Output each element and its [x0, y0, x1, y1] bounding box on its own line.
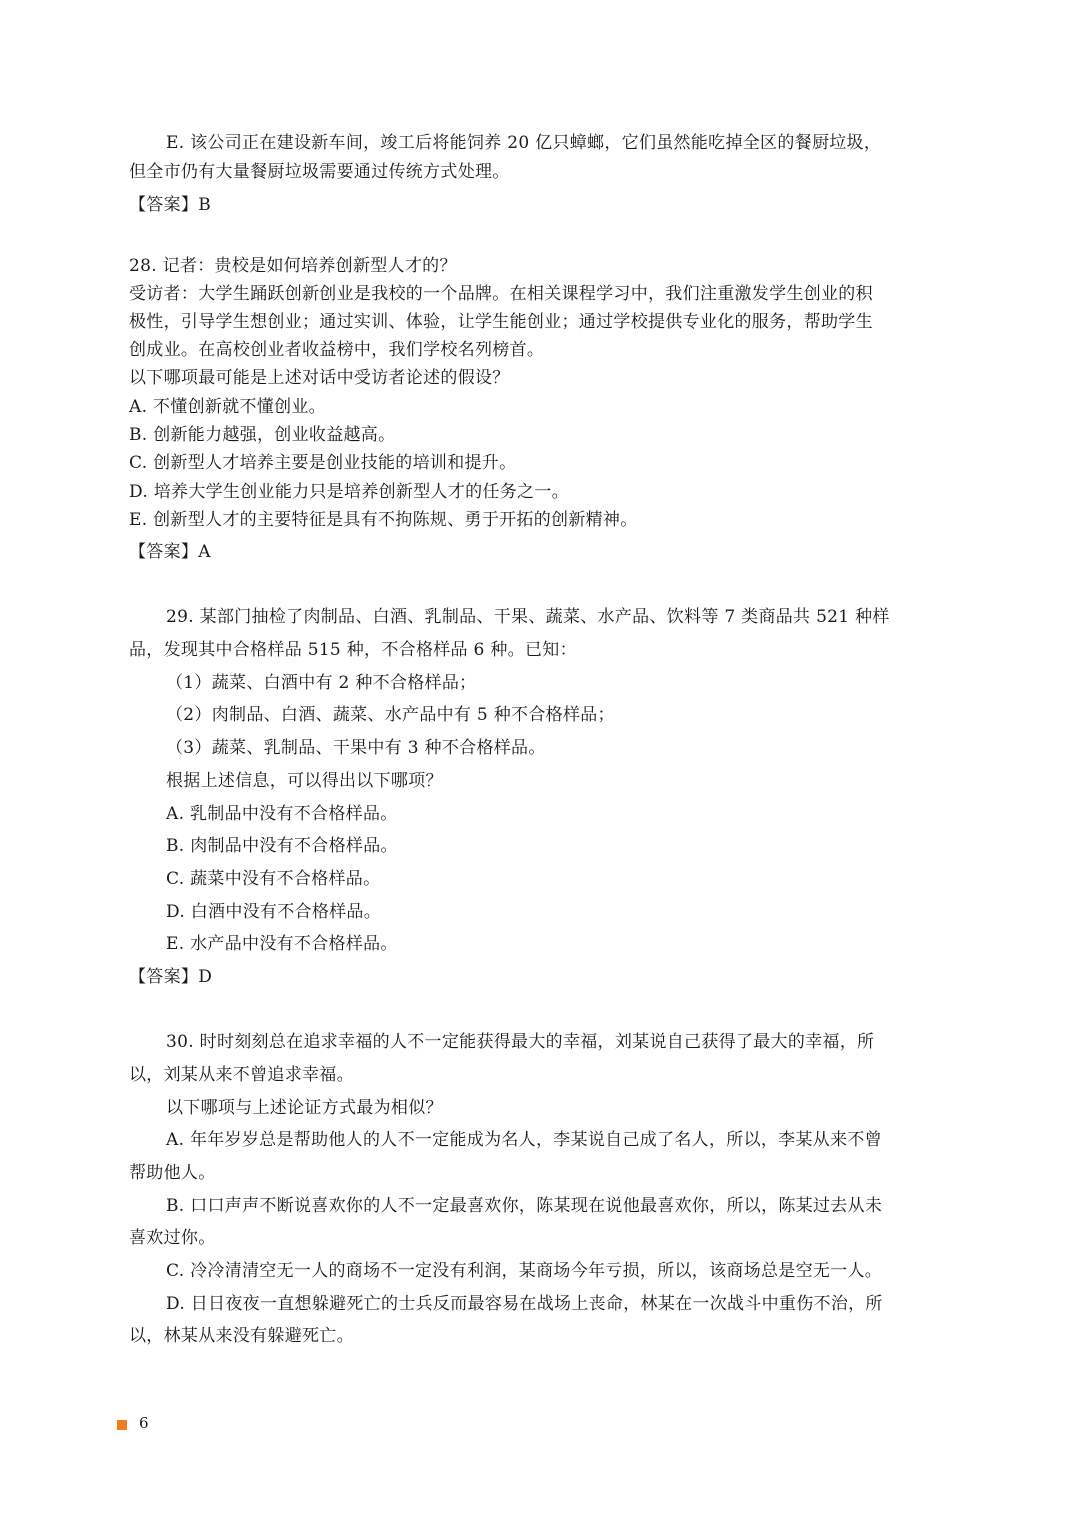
q29-condition-3: （3）蔬菜、乳制品、干果中有 3 种不合格样品。 — [166, 738, 546, 758]
q28-option-c: C. 创新型人才培养主要是创业技能的培训和提升。 — [129, 453, 517, 473]
q27-answer: 【答案】B — [129, 195, 211, 215]
q28-stem-line4: 创成业。在高校创业者收益榜中，我们学校名列榜首。 — [129, 340, 545, 360]
q29-condition-2: （2）肉制品、白酒、蔬菜、水产品中有 5 种不合格样品； — [166, 705, 615, 725]
q30-option-b-line2: 喜欢过你。 — [129, 1228, 216, 1248]
q30-stem-line2: 以，刘某从来不曾追求幸福。 — [129, 1065, 354, 1085]
q29-stem-line2: 品，发现其中合格样品 515 种，不合格样品 6 种。已知： — [129, 640, 577, 660]
q30-option-b-line1: B. 口口声声不断说喜欢你的人不一定最喜欢你，陈某现在说他最喜欢你，所以，陈某过去从未 — [166, 1196, 883, 1216]
q30-option-d-line1: D. 日日夜夜一直想躲避死亡的士兵反而最容易在战场上丧命，林某在一次战斗中重伤不治，所 — [166, 1294, 883, 1314]
q30-stem-line1: 30. 时时刻刻总在追求幸福的人不一定能获得最大的幸福，刘某说自己获得了最大的幸福，所 — [166, 1032, 875, 1052]
q30-option-d-line2: 以，林某从来没有躲避死亡。 — [129, 1326, 354, 1346]
q28-option-a: A. 不懂创新就不懂创业。 — [129, 397, 326, 417]
q28-option-d: D. 培养大学生创业能力只是培养创新型人才的任务之一。 — [129, 482, 569, 502]
q29-option-a: A. 乳制品中没有不合格样品。 — [166, 804, 398, 824]
q29-condition-1: （1）蔬菜、白酒中有 2 种不合格样品； — [166, 673, 477, 693]
q30-option-a-line1: A. 年年岁岁总是帮助他人的人不一定能成为名人，李某说自己成了名人，所以，李某从来不曾 — [166, 1130, 882, 1150]
page-number: 6 — [139, 1414, 149, 1432]
q28-stem-line3: 极性，引导学生想创业；通过实训、体验，让学生能创业；通过学校提供专业化的服务，帮助学生 — [129, 312, 873, 332]
q29-question: 根据上述信息，可以得出以下哪项？ — [166, 771, 443, 791]
q28-answer: 【答案】A — [129, 542, 211, 562]
q30-question: 以下哪项与上述论证方式最为相似？ — [166, 1098, 443, 1118]
q29-option-c: C. 蔬菜中没有不合格样品。 — [166, 869, 381, 889]
q28-option-b: B. 创新能力越强，创业收益越高。 — [129, 425, 396, 445]
page-marker-square — [117, 1420, 127, 1430]
q28-stem-line1: 28. 记者：贵校是如何培养创新型人才的？ — [129, 256, 457, 276]
q28-stem-line2: 受访者：大学生踊跃创新创业是我校的一个品牌。在相关课程学习中，我们注重激发学生创业的积 — [129, 284, 873, 304]
q30-option-a-line2: 帮助他人。 — [129, 1163, 216, 1183]
q29-stem-line1: 29. 某部门抽检了肉制品、白酒、乳制品、干果、蔬菜、水产品、饮料等 7 类商品共 521 种样 — [166, 607, 890, 627]
q27-option-e-line1: E. 该公司正在建设新车间，竣工后将能饲养 20 亿只蟑螂，它们虽然能吃掉全区的餐厨垃圾， — [166, 133, 882, 153]
q28-option-e: E. 创新型人才的主要特征是具有不拘陈规、勇于开拓的创新精神。 — [129, 510, 638, 530]
q29-option-d: D. 白酒中没有不合格样品。 — [166, 902, 382, 922]
q29-option-b: B. 肉制品中没有不合格样品。 — [166, 836, 398, 856]
q29-answer: 【答案】D — [129, 967, 213, 987]
q30-option-c: C. 冷冷清清空无一人的商场不一定没有利润，某商场今年亏损，所以，该商场总是空无一人。 — [166, 1261, 883, 1281]
q28-question: 以下哪项最可能是上述对话中受访者论述的假设？ — [129, 368, 510, 388]
q27-option-e-line2: 但全市仍有大量餐厨垃圾需要通过传统方式处理。 — [129, 162, 510, 182]
q29-option-e: E. 水产品中没有不合格样品。 — [166, 934, 398, 954]
